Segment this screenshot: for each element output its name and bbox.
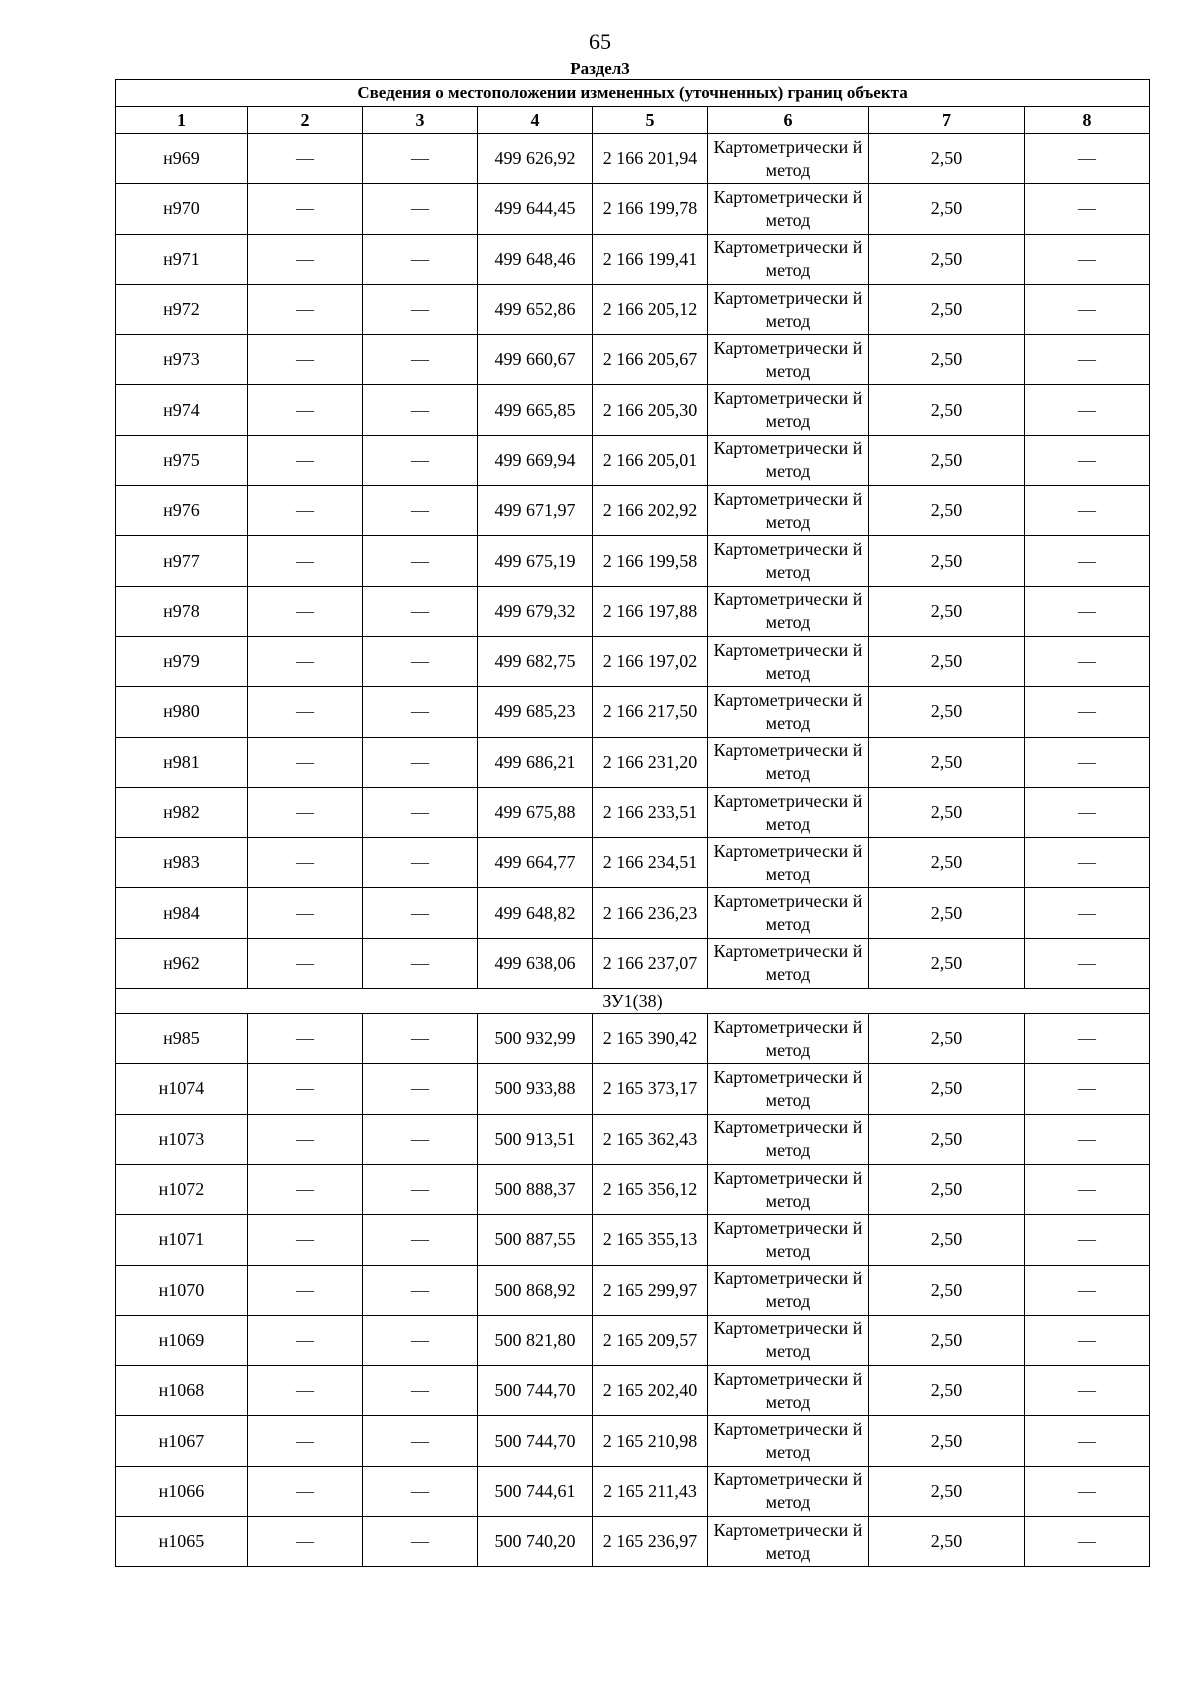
cell-col3: — xyxy=(363,1164,478,1214)
coord-y: 2 166 199,58 xyxy=(593,536,708,586)
method: Картометрически й метод xyxy=(708,1014,869,1064)
cell-col3: — xyxy=(363,536,478,586)
coord-y: 2 166 202,92 xyxy=(593,486,708,536)
cell-col8: — xyxy=(1025,888,1150,938)
method: Картометрически й метод xyxy=(708,284,869,334)
cell-col2: — xyxy=(248,1114,363,1164)
coord-y: 2 166 205,30 xyxy=(593,385,708,435)
point-name: н1065 xyxy=(116,1517,248,1567)
cell-col8: — xyxy=(1025,1265,1150,1315)
coord-y: 2 165 202,40 xyxy=(593,1366,708,1416)
coord-x: 499 685,23 xyxy=(478,687,593,737)
column-header-row xyxy=(116,107,1150,134)
cell-col2: — xyxy=(248,234,363,284)
method: Картометрически й метод xyxy=(708,636,869,686)
cell-col3: — xyxy=(363,335,478,385)
table-row xyxy=(116,435,1150,485)
table-row xyxy=(116,1416,1150,1466)
coord-y: 2 166 236,23 xyxy=(593,888,708,938)
method: Картометрически й метод xyxy=(708,435,869,485)
cell-col2: — xyxy=(248,435,363,485)
table-row xyxy=(116,687,1150,737)
coord-y: 2 165 299,97 xyxy=(593,1265,708,1315)
table-row xyxy=(116,838,1150,888)
coord-y: 2 165 355,13 xyxy=(593,1215,708,1265)
section-label: Раздел3 xyxy=(570,59,630,78)
cell-col2: — xyxy=(248,888,363,938)
coord-x: 499 665,85 xyxy=(478,385,593,435)
cell-col8: — xyxy=(1025,687,1150,737)
table-row xyxy=(116,787,1150,837)
cell-col8: — xyxy=(1025,1064,1150,1114)
cell-col8: — xyxy=(1025,1416,1150,1466)
method: Картометрически й метод xyxy=(708,586,869,636)
accuracy: 2,50 xyxy=(869,787,1025,837)
coord-x: 500 821,80 xyxy=(478,1315,593,1365)
cell-col8: — xyxy=(1025,284,1150,334)
cell-col2: — xyxy=(248,1466,363,1516)
coord-x: 500 932,99 xyxy=(478,1014,593,1064)
method: Картометрически й метод xyxy=(708,787,869,837)
coord-x: 500 933,88 xyxy=(478,1064,593,1114)
column-header: 1 xyxy=(116,107,248,134)
accuracy: 2,50 xyxy=(869,1064,1025,1114)
cell-col8: — xyxy=(1025,1014,1150,1064)
cell-col8: — xyxy=(1025,335,1150,385)
cell-col8: — xyxy=(1025,636,1150,686)
coord-x: 500 888,37 xyxy=(478,1164,593,1214)
cell-col3: — xyxy=(363,486,478,536)
table-row xyxy=(116,1466,1150,1516)
table-row xyxy=(116,134,1150,184)
cell-col3: — xyxy=(363,636,478,686)
coord-x: 500 868,92 xyxy=(478,1265,593,1315)
cell-col3: — xyxy=(363,586,478,636)
accuracy: 2,50 xyxy=(869,1416,1025,1466)
column-header: 6 xyxy=(708,107,869,134)
cell-col2: — xyxy=(248,1517,363,1567)
accuracy: 2,50 xyxy=(869,1517,1025,1567)
accuracy: 2,50 xyxy=(869,1014,1025,1064)
point-name: н1074 xyxy=(116,1064,248,1114)
coord-x: 499 686,21 xyxy=(478,737,593,787)
method: Картометрически й метод xyxy=(708,1517,869,1567)
cell-col3: — xyxy=(363,787,478,837)
column-header: 5 xyxy=(593,107,708,134)
method: Картометрически й метод xyxy=(708,687,869,737)
cell-col3: — xyxy=(363,1114,478,1164)
coord-x: 500 744,61 xyxy=(478,1466,593,1516)
cell-col3: — xyxy=(363,687,478,737)
point-name: н975 xyxy=(116,435,248,485)
point-name: н981 xyxy=(116,737,248,787)
coord-x: 500 913,51 xyxy=(478,1114,593,1164)
point-name: н979 xyxy=(116,636,248,686)
point-name: н972 xyxy=(116,284,248,334)
method: Картометрически й метод xyxy=(708,1215,869,1265)
table-row xyxy=(116,737,1150,787)
point-name: н982 xyxy=(116,787,248,837)
coord-y: 2 165 390,42 xyxy=(593,1014,708,1064)
point-name: н1068 xyxy=(116,1366,248,1416)
point-name: н1072 xyxy=(116,1164,248,1214)
cell-col8: — xyxy=(1025,536,1150,586)
coord-y: 2 165 211,43 xyxy=(593,1466,708,1516)
accuracy: 2,50 xyxy=(869,1315,1025,1365)
cell-col2: — xyxy=(248,536,363,586)
cell-col2: — xyxy=(248,1265,363,1315)
coord-y: 2 166 201,94 xyxy=(593,134,708,184)
coord-x: 499 626,92 xyxy=(478,134,593,184)
point-name: н962 xyxy=(116,938,248,988)
coord-x: 499 671,97 xyxy=(478,486,593,536)
table-row xyxy=(116,1114,1150,1164)
method: Картометрически й метод xyxy=(708,737,869,787)
coord-y: 2 166 217,50 xyxy=(593,687,708,737)
cell-col2: — xyxy=(248,1416,363,1466)
coord-x: 500 744,70 xyxy=(478,1366,593,1416)
table-row xyxy=(116,1215,1150,1265)
column-header: 4 xyxy=(478,107,593,134)
coord-y: 2 166 199,78 xyxy=(593,184,708,234)
cell-col2: — xyxy=(248,486,363,536)
cell-col3: — xyxy=(363,1014,478,1064)
cell-col2: — xyxy=(248,1064,363,1114)
cell-col3: — xyxy=(363,234,478,284)
coord-y: 2 165 356,12 xyxy=(593,1164,708,1214)
accuracy: 2,50 xyxy=(869,536,1025,586)
table-row xyxy=(116,385,1150,435)
accuracy: 2,50 xyxy=(869,284,1025,334)
point-name: н1066 xyxy=(116,1466,248,1516)
table-row xyxy=(116,636,1150,686)
method: Картометрически й метод xyxy=(708,486,869,536)
method: Картометрически й метод xyxy=(708,1114,869,1164)
point-name: н983 xyxy=(116,838,248,888)
group-label: ЗУ1(38) xyxy=(116,989,1150,1014)
page-number: 65 xyxy=(589,29,611,54)
cell-col2: — xyxy=(248,838,363,888)
table-row xyxy=(116,234,1150,284)
table-row xyxy=(116,1265,1150,1315)
point-name: н985 xyxy=(116,1014,248,1064)
method: Картометрически й метод xyxy=(708,1265,869,1315)
cell-col2: — xyxy=(248,1215,363,1265)
point-name: н977 xyxy=(116,536,248,586)
coord-y: 2 165 362,43 xyxy=(593,1114,708,1164)
accuracy: 2,50 xyxy=(869,586,1025,636)
cell-col3: — xyxy=(363,184,478,234)
coord-x: 499 638,06 xyxy=(478,938,593,988)
coord-y: 2 166 205,67 xyxy=(593,335,708,385)
table-row xyxy=(116,938,1150,988)
column-header: 2 xyxy=(248,107,363,134)
method: Картометрически й метод xyxy=(708,184,869,234)
cell-col3: — xyxy=(363,1416,478,1466)
cell-col8: — xyxy=(1025,134,1150,184)
cell-col8: — xyxy=(1025,586,1150,636)
point-name: н978 xyxy=(116,586,248,636)
accuracy: 2,50 xyxy=(869,838,1025,888)
coord-y: 2 166 197,88 xyxy=(593,586,708,636)
coord-x: 499 652,86 xyxy=(478,284,593,334)
cell-col2: — xyxy=(248,1315,363,1365)
cell-col3: — xyxy=(363,838,478,888)
accuracy: 2,50 xyxy=(869,737,1025,787)
table-row xyxy=(116,1014,1150,1064)
table-row xyxy=(116,586,1150,636)
accuracy: 2,50 xyxy=(869,486,1025,536)
cell-col2: — xyxy=(248,1366,363,1416)
cell-col2: — xyxy=(248,586,363,636)
method: Картометрически й метод xyxy=(708,1366,869,1416)
accuracy: 2,50 xyxy=(869,888,1025,938)
point-name: н984 xyxy=(116,888,248,938)
accuracy: 2,50 xyxy=(869,1265,1025,1315)
point-name: н980 xyxy=(116,687,248,737)
column-header: 3 xyxy=(363,107,478,134)
accuracy: 2,50 xyxy=(869,1466,1025,1516)
method: Картометрически й метод xyxy=(708,1315,869,1365)
accuracy: 2,50 xyxy=(869,335,1025,385)
coord-x: 499 679,32 xyxy=(478,586,593,636)
table-row xyxy=(116,486,1150,536)
method: Картометрически й метод xyxy=(708,335,869,385)
cell-col3: — xyxy=(363,737,478,787)
cell-col2: — xyxy=(248,938,363,988)
cell-col2: — xyxy=(248,787,363,837)
coord-x: 499 675,19 xyxy=(478,536,593,586)
table-row xyxy=(116,335,1150,385)
coord-x: 500 740,20 xyxy=(478,1517,593,1567)
cell-col8: — xyxy=(1025,1315,1150,1365)
cell-col8: — xyxy=(1025,435,1150,485)
point-name: н1070 xyxy=(116,1265,248,1315)
cell-col3: — xyxy=(363,1265,478,1315)
cell-col8: — xyxy=(1025,234,1150,284)
table-body xyxy=(116,134,1150,1567)
coord-y: 2 165 373,17 xyxy=(593,1064,708,1114)
accuracy: 2,50 xyxy=(869,1215,1025,1265)
coord-x: 499 644,45 xyxy=(478,184,593,234)
cell-col8: — xyxy=(1025,1114,1150,1164)
method: Картометрически й метод xyxy=(708,234,869,284)
table-row xyxy=(116,1517,1150,1567)
coord-x: 499 648,46 xyxy=(478,234,593,284)
accuracy: 2,50 xyxy=(869,1114,1025,1164)
point-name: н970 xyxy=(116,184,248,234)
accuracy: 2,50 xyxy=(869,636,1025,686)
coord-y: 2 166 205,12 xyxy=(593,284,708,334)
coord-y: 2 166 233,51 xyxy=(593,787,708,837)
cell-col8: — xyxy=(1025,1215,1150,1265)
coord-y: 2 165 209,57 xyxy=(593,1315,708,1365)
cell-col8: — xyxy=(1025,938,1150,988)
point-name: н1073 xyxy=(116,1114,248,1164)
cell-col2: — xyxy=(248,687,363,737)
cell-col3: — xyxy=(363,888,478,938)
cell-col8: — xyxy=(1025,385,1150,435)
cell-col3: — xyxy=(363,938,478,988)
accuracy: 2,50 xyxy=(869,687,1025,737)
table-row xyxy=(116,536,1150,586)
cell-col2: — xyxy=(248,335,363,385)
method: Картометрически й метод xyxy=(708,536,869,586)
coord-x: 499 664,77 xyxy=(478,838,593,888)
cell-col8: — xyxy=(1025,1366,1150,1416)
coordinates-table xyxy=(115,79,1150,1567)
group-label-row xyxy=(116,989,1150,1014)
method: Картометрически й метод xyxy=(708,888,869,938)
coord-x: 499 675,88 xyxy=(478,787,593,837)
column-header: 8 xyxy=(1025,107,1150,134)
table-row xyxy=(116,1064,1150,1114)
accuracy: 2,50 xyxy=(869,1164,1025,1214)
cell-col3: — xyxy=(363,1215,478,1265)
point-name: н976 xyxy=(116,486,248,536)
cell-col8: — xyxy=(1025,737,1150,787)
coord-y: 2 166 199,41 xyxy=(593,234,708,284)
cell-col3: — xyxy=(363,284,478,334)
coord-x: 499 682,75 xyxy=(478,636,593,686)
cell-col3: — xyxy=(363,1366,478,1416)
method: Картометрически й метод xyxy=(708,1416,869,1466)
point-name: н974 xyxy=(116,385,248,435)
coord-y: 2 166 234,51 xyxy=(593,838,708,888)
cell-col8: — xyxy=(1025,486,1150,536)
point-name: н969 xyxy=(116,134,248,184)
column-header: 7 xyxy=(869,107,1025,134)
method: Картометрически й метод xyxy=(708,385,869,435)
cell-col3: — xyxy=(363,1466,478,1516)
accuracy: 2,50 xyxy=(869,234,1025,284)
cell-col8: — xyxy=(1025,1466,1150,1516)
accuracy: 2,50 xyxy=(869,435,1025,485)
coord-x: 500 887,55 xyxy=(478,1215,593,1265)
cell-col2: — xyxy=(248,134,363,184)
coord-x: 499 660,67 xyxy=(478,335,593,385)
method: Картометрически й метод xyxy=(708,1164,869,1214)
accuracy: 2,50 xyxy=(869,938,1025,988)
coord-y: 2 165 210,98 xyxy=(593,1416,708,1466)
cell-col3: — xyxy=(363,134,478,184)
method: Картометрически й метод xyxy=(708,134,869,184)
accuracy: 2,50 xyxy=(869,184,1025,234)
cell-col3: — xyxy=(363,435,478,485)
method: Картометрически й метод xyxy=(708,838,869,888)
cell-col8: — xyxy=(1025,1517,1150,1567)
cell-col2: — xyxy=(248,1014,363,1064)
cell-col2: — xyxy=(248,184,363,234)
method: Картометрически й метод xyxy=(708,1064,869,1114)
table-row xyxy=(116,1315,1150,1365)
cell-col2: — xyxy=(248,284,363,334)
accuracy: 2,50 xyxy=(869,1366,1025,1416)
cell-col8: — xyxy=(1025,787,1150,837)
accuracy: 2,50 xyxy=(869,385,1025,435)
table-row xyxy=(116,184,1150,234)
coord-x: 500 744,70 xyxy=(478,1416,593,1466)
table-row xyxy=(116,1366,1150,1416)
table-row xyxy=(116,1164,1150,1214)
coord-y: 2 166 197,02 xyxy=(593,636,708,686)
coord-y: 2 166 205,01 xyxy=(593,435,708,485)
cell-col2: — xyxy=(248,385,363,435)
cell-col8: — xyxy=(1025,838,1150,888)
cell-col2: — xyxy=(248,737,363,787)
cell-col2: — xyxy=(248,1164,363,1214)
coord-y: 2 165 236,97 xyxy=(593,1517,708,1567)
point-name: н973 xyxy=(116,335,248,385)
cell-col3: — xyxy=(363,1315,478,1365)
cell-col3: — xyxy=(363,1517,478,1567)
method: Картометрически й метод xyxy=(708,938,869,988)
table-caption: Сведения о местоположении измененных (уточненных) границ объекта xyxy=(116,80,1150,107)
coord-y: 2 166 231,20 xyxy=(593,737,708,787)
point-name: н971 xyxy=(116,234,248,284)
cell-col3: — xyxy=(363,385,478,435)
table-row xyxy=(116,888,1150,938)
point-name: н1071 xyxy=(116,1215,248,1265)
coord-x: 499 648,82 xyxy=(478,888,593,938)
coord-x: 499 669,94 xyxy=(478,435,593,485)
cell-col3: — xyxy=(363,1064,478,1114)
accuracy: 2,50 xyxy=(869,134,1025,184)
cell-col8: — xyxy=(1025,184,1150,234)
point-name: н1069 xyxy=(116,1315,248,1365)
cell-col8: — xyxy=(1025,1164,1150,1214)
table-row xyxy=(116,284,1150,334)
method: Картометрически й метод xyxy=(708,1466,869,1516)
coord-y: 2 166 237,07 xyxy=(593,938,708,988)
point-name: н1067 xyxy=(116,1416,248,1466)
cell-col2: — xyxy=(248,636,363,686)
